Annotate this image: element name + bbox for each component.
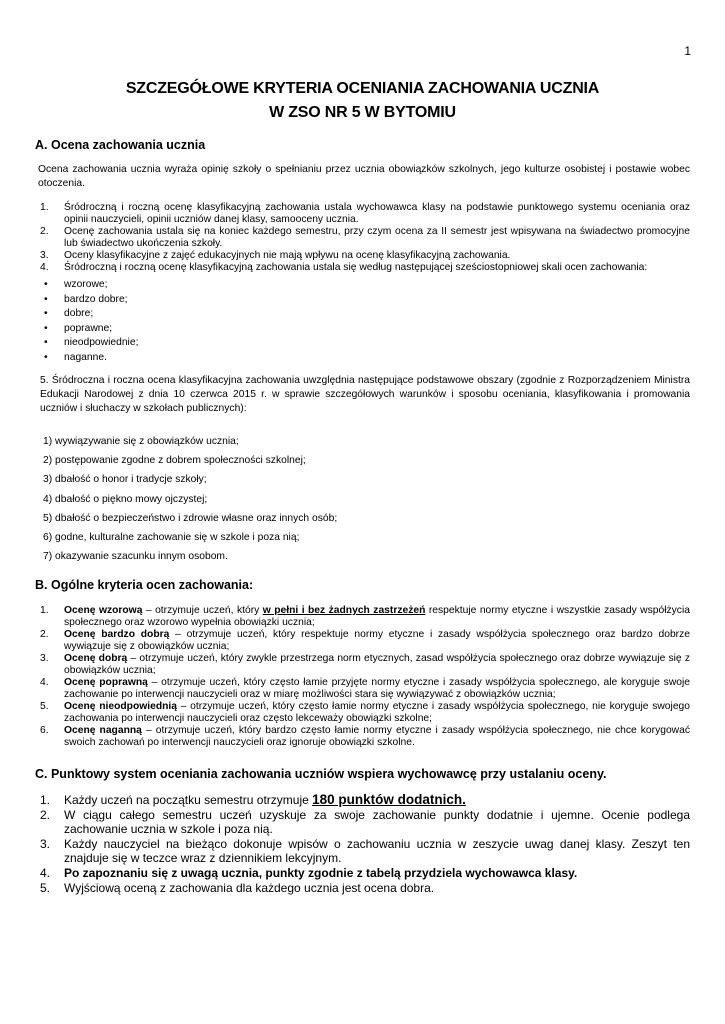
list-item: 4. Śródroczną i roczną ocenę klasyfikacyjną zachowania ustala się według następującej sześciostopniowej skali ocen zachowania: — [40, 262, 648, 273]
list-item: • naganne. — [44, 351, 138, 366]
list-item: 5. Ocenę nieodpowiednią – otrzymuje uczeń, który często łamie normy etyczne i zasady współżycia społecznego, nie koryguje swojego zachowania po interwencji nauczycieli oraz często lekceważy obowiązki szkolne; — [40, 701, 691, 724]
list-item: 1. Śródroczną i roczną ocenę klasyfikacyjną zachowania ustala wychowawca klasy na podstawie punktowego systemu oceniania oraz opinii nauczycieli, opinii uczniów danej klasy, samooceny ucznia. — [40, 202, 690, 225]
grade-scale-list — [44, 278, 138, 366]
section-a-item5: 5. Śródroczna i roczna ocena klasyfikacyjna zachowania uwzględnia następujące podstawowe obszary (zgodnie z Rozporządzeniem Ministra Edukacji Narodowej z dnia 10 czerwca 2015 r. w sprawie szczegółowych warunków i sposobu oceniania, klasyfikowania i promowania uczniów i słuchaczy w szkołach publicznych): — [40, 375, 690, 414]
page-title-line1: SZCZEGÓŁOWE KRYTERIA OCENIANIA ZACHOWANIA UCZNIA — [125, 80, 600, 97]
list-item: • poprawne; — [44, 322, 138, 337]
section-c-list — [40, 793, 690, 895]
section-b-heading: B. Ogólne kryteria ocen zachowania: — [35, 578, 254, 592]
list-item: 3) dbałość o honor i tradycje szkoły; — [43, 474, 207, 486]
section-a-list — [40, 202, 690, 274]
bullet-icon: • — [44, 308, 48, 320]
list-item: 2. Ocenę zachowania ustala się na koniec każdego semestru, przy czym ocena za II semestr jest wpisywana na świadectwo promocyjne lub świadectwo ukończenia szkoły. — [40, 226, 690, 249]
page-title-line2: W ZSO NR 5 W BYTOMIU — [269, 104, 456, 121]
section-a-heading: A. Ocena zachowania ucznia — [35, 138, 206, 152]
page-number: 1 — [684, 44, 691, 58]
bullet-icon: • — [44, 279, 48, 290]
section-b-list — [40, 605, 690, 749]
list-item: 3. Oceny klasyfikacyjne z zajęć edukacyjnych nie mają wpływu na ocenę klasyfikacyjną zachowania. — [40, 250, 511, 261]
list-item: 2) postępowanie zgodne z dobrem społeczności szkolnej; — [43, 455, 306, 467]
list-item: 5. Wyjściową oceną z zachowania dla każdego ucznia jest ocena dobra. — [40, 880, 435, 895]
list-item: • wzorowe; — [44, 278, 138, 293]
list-item: 2. W ciągu całego semestru uczeń uzyskuje za swoje zachowanie punkty dodatnie i ujemne. Ocenie podlega zachowanie ucznia w szkole i poza nią. — [40, 807, 690, 837]
list-item: 1) wywiązywanie się z obowiązków ucznia; — [43, 436, 239, 447]
list-item: 3. Ocenę dobrą – otrzymuje uczeń, który zwykle przestrzega norm etycznych, zasad współżycia społecznego oraz dobrze wywiązuje się z obowiązków ucznia; — [40, 653, 690, 676]
bullet-icon: • — [44, 337, 48, 349]
list-item: 5) dbałość o bezpieczeństwo i zdrowie własne oraz innych osób; — [43, 512, 338, 524]
emphasis: w pełni i bez żadnych zastrzeżeń — [262, 605, 426, 616]
areas-list — [43, 436, 337, 570]
list-item: • dobre; — [44, 307, 138, 322]
list-item: 4) dbałość o piękno mowy ojczystej; — [43, 493, 208, 505]
section-c-heading: C. Punktowy system oceniania zachowania uczniów wspiera wychowawcę przy ustalaniu oceny. — [35, 767, 607, 781]
list-item: 1. Ocenę wzorową – otrzymuje uczeń, który w pełni i bez żadnych zastrzeżeń respektuje normy etyczne i wszystkie zasady współżycia społecznego oraz wzorowo wypełnia obowiązki ucznia; — [40, 605, 690, 628]
list-item: 6. Ocenę naganną – otrzymuje uczeń, który bardzo często łamie normy etyczne i zasady współżycia społecznego, nie chce korygować swoich zachowań po interwencji nauczycieli oraz ignoruje obowiązki szkolne. — [40, 725, 690, 748]
emphasis: 180 punktów dodatnich. — [312, 792, 466, 807]
bullet-icon: • — [44, 293, 48, 305]
list-item: 3. Każdy nauczyciel na bieżąco dokonuje wpisów o zachowaniu ucznia w zeszycie uwag danej klasy. Zeszyt ten znajduje się w teczce wraz z dziennikiem lekcyjnym. — [40, 836, 690, 866]
list-item: 1. Każdy uczeń na początku semestru otrzymuje 180 punktów dodatnich. — [40, 792, 466, 807]
bullet-icon: • — [44, 322, 48, 334]
list-item: • bardzo dobre; — [44, 293, 138, 308]
list-item: 2. Ocenę bardzo dobrą – otrzymuje uczeń, który respektuje normy etyczne i zasady współżycia społecznego oraz bardzo dobrze wywiązuje się z obowiązków ucznia; — [40, 629, 690, 652]
list-item: 4. Ocenę poprawną – otrzymuje uczeń, który często łamie przyjęte normy etyczne i zasady współżycia społecznego, ale koryguje swoje zachowanie po interwencji nauczycieli oraz w miarę możliwości stara się wywiązywać z obowiązków ucznia; — [40, 677, 690, 700]
list-item: 6) godne, kulturalne zachowanie się w szkole i poza nią; — [43, 531, 300, 543]
section-a-intro: Ocena zachowania ucznia wyraża opinię szkoły o spełnianiu przez ucznia obowiązków szkolnych, jego kulturze osobistej i postawie wobec otoczenia. — [38, 164, 690, 189]
list-item: 7) okazywanie szacunku innym osobom. — [43, 551, 228, 563]
list-item: • nieodpowiednie; — [44, 336, 138, 351]
list-item: 4. Po zapoznaniu się z uwagą ucznia, punkty zgodnie z tabelą przydziela wychowawca klasy. — [40, 865, 578, 880]
bullet-icon: • — [44, 351, 48, 363]
